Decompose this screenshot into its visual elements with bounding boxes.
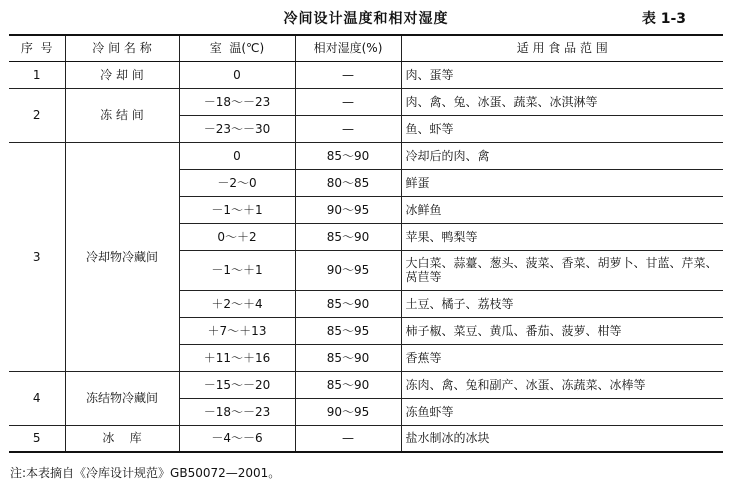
header-room-name: 冷 间 名 称 bbox=[65, 35, 179, 61]
cold-room-table bbox=[9, 34, 723, 453]
room-name-cell: 冰 库 bbox=[65, 425, 179, 452]
food-range-cell: 鱼、虾等 bbox=[401, 115, 723, 142]
humidity-cell: 85～90 bbox=[295, 371, 401, 398]
room-name-cell: 冻结物冷藏间 bbox=[65, 371, 179, 425]
food-range-cell: 土豆、橘子、荔枝等 bbox=[401, 290, 723, 317]
food-range-cell: 冰鲜鱼 bbox=[401, 196, 723, 223]
food-range-cell: 苹果、鸭梨等 bbox=[401, 223, 723, 250]
food-range-cell: 肉、禽、兔、冰蛋、蔬菜、冰淇淋等 bbox=[401, 88, 723, 115]
food-range-cell: 鲜蛋 bbox=[401, 169, 723, 196]
seq-cell: 3 bbox=[9, 142, 65, 371]
seq-cell: 4 bbox=[9, 371, 65, 425]
temperature-cell: 0 bbox=[179, 142, 295, 169]
humidity-cell: — bbox=[295, 425, 401, 452]
temperature-cell: －23～－30 bbox=[179, 115, 295, 142]
food-range-cell: 香蕉等 bbox=[401, 344, 723, 371]
temperature-cell: －4～－6 bbox=[179, 425, 295, 452]
humidity-cell: 90～95 bbox=[295, 398, 401, 425]
temperature-cell: －15～－20 bbox=[179, 371, 295, 398]
food-range-cell: 柿子椒、菜豆、黄瓜、番茄、菠萝、柑等 bbox=[401, 317, 723, 344]
table-row bbox=[9, 425, 723, 452]
table-row bbox=[9, 88, 723, 115]
temperature-cell: 0 bbox=[179, 61, 295, 88]
seq-cell: 2 bbox=[9, 88, 65, 142]
table-number: 表 1-3 bbox=[641, 11, 686, 27]
temperature-cell: －1～＋1 bbox=[179, 196, 295, 223]
temperature-cell: －2～0 bbox=[179, 169, 295, 196]
temperature-cell: －1～＋1 bbox=[179, 250, 295, 290]
room-name-cell: 冷却物冷藏间 bbox=[65, 142, 179, 371]
humidity-cell: 85～95 bbox=[295, 317, 401, 344]
room-name-cell: 冷 却 间 bbox=[65, 61, 179, 88]
temperature-cell: 0～＋2 bbox=[179, 223, 295, 250]
temperature-cell: －18～－23 bbox=[179, 398, 295, 425]
food-range-cell: 肉、蛋等 bbox=[401, 61, 723, 88]
temperature-cell: －18～－23 bbox=[179, 88, 295, 115]
header-humidity: 相对湿度(%) bbox=[295, 35, 401, 61]
seq-cell: 5 bbox=[9, 425, 65, 452]
food-range-cell: 冷却后的肉、禽 bbox=[401, 142, 723, 169]
humidity-cell: 90～95 bbox=[295, 196, 401, 223]
temperature-cell: ＋2～＋4 bbox=[179, 290, 295, 317]
food-range-cell: 冻鱼虾等 bbox=[401, 398, 723, 425]
header-seq: 序 号 bbox=[9, 35, 65, 61]
table-title: 冷间设计温度和相对湿度 bbox=[283, 11, 449, 27]
temperature-cell: ＋11～＋16 bbox=[179, 344, 295, 371]
humidity-cell: 90～95 bbox=[295, 250, 401, 290]
table-row bbox=[9, 142, 723, 169]
table-footnote: 注:本表摘自《冷库设计规范》GB50072—2001。 bbox=[10, 466, 281, 480]
table-row bbox=[9, 61, 723, 88]
room-name-cell: 冻 结 间 bbox=[65, 88, 179, 142]
humidity-cell: 85～90 bbox=[295, 223, 401, 250]
header-row bbox=[9, 35, 723, 61]
temperature-cell: ＋7～＋13 bbox=[179, 317, 295, 344]
header-temperature: 室 温(℃) bbox=[179, 35, 295, 61]
humidity-cell: 85～90 bbox=[295, 142, 401, 169]
humidity-cell: — bbox=[295, 61, 401, 88]
humidity-cell: 85～90 bbox=[295, 344, 401, 371]
food-range-cell: 冻肉、禽、兔和副产、冰蛋、冻蔬菜、冰棒等 bbox=[401, 371, 723, 398]
humidity-cell: — bbox=[295, 88, 401, 115]
humidity-cell: 80～85 bbox=[295, 169, 401, 196]
humidity-cell: 85～90 bbox=[295, 290, 401, 317]
header-food-range: 适 用 食 品 范 围 bbox=[401, 35, 723, 61]
food-range-cell: 盐水制冰的冰块 bbox=[401, 425, 723, 452]
seq-cell: 1 bbox=[9, 61, 65, 88]
food-range-cell: 大白菜、蒜薹、葱头、菠菜、香菜、胡萝卜、甘蓝、芹菜、莴苣等 bbox=[401, 250, 723, 290]
humidity-cell: — bbox=[295, 115, 401, 142]
table-row bbox=[9, 371, 723, 398]
